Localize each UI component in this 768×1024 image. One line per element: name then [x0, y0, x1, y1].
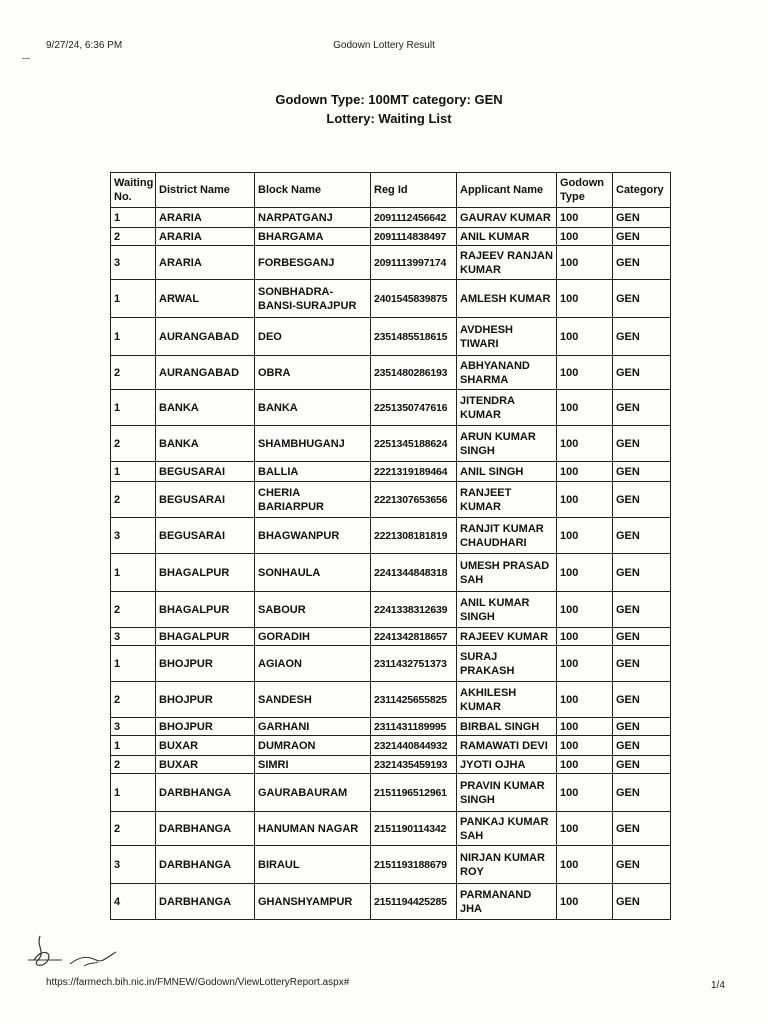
cell-reg-id: 2091113997174 — [371, 246, 457, 280]
cell-block: HANUMAN NAGAR — [255, 812, 371, 846]
cell-reg-id: 2151196512961 — [371, 774, 457, 812]
cell-block: BANKA — [255, 390, 371, 426]
table-row — [111, 736, 671, 756]
cell-block: NARPATGANJ — [255, 208, 371, 228]
cell-district: BHOJPUR — [156, 718, 255, 736]
cell-block: AGIAON — [255, 646, 371, 682]
cell-applicant-name: AVDHESH TIWARI — [457, 318, 557, 356]
cell-godown-type: 100 — [557, 756, 613, 774]
cell-reg-id: 2401545839875 — [371, 280, 457, 318]
cell-applicant-name: UMESH PRASAD SAH — [457, 554, 557, 592]
table-row — [111, 592, 671, 628]
cell-district: BHAGALPUR — [156, 554, 255, 592]
cell-applicant-name: ABHYANAND SHARMA — [457, 356, 557, 390]
cell-district: BUXAR — [156, 736, 255, 756]
cell-reg-id: 2311425655825 — [371, 682, 457, 718]
cell-district: BANKA — [156, 426, 255, 462]
footer-url: https://farmech.bih.nic.in/FMNEW/Godown/ViewLotteryReport.aspx# — [46, 977, 350, 988]
cell-applicant-name: BIRBAL SINGH — [457, 718, 557, 736]
cell-block: GORADIH — [255, 628, 371, 646]
cell-category: GEN — [613, 682, 671, 718]
table-row — [111, 774, 671, 812]
cell-waiting-no: 1 — [111, 462, 156, 482]
cell-godown-type: 100 — [557, 318, 613, 356]
cell-category: GEN — [613, 426, 671, 462]
col-header-block: Block Name — [255, 173, 371, 208]
table-row — [111, 426, 671, 462]
cell-reg-id: 2311432751373 — [371, 646, 457, 682]
cell-godown-type: 100 — [557, 554, 613, 592]
cell-block: FORBESGANJ — [255, 246, 371, 280]
cell-district: ARWAL — [156, 280, 255, 318]
table-row — [111, 482, 671, 518]
cell-waiting-no: 2 — [111, 356, 156, 390]
cell-waiting-no: 2 — [111, 592, 156, 628]
cell-block: BHARGAMA — [255, 228, 371, 246]
table-row — [111, 208, 671, 228]
table-row — [111, 246, 671, 280]
cell-applicant-name: SURAJ PRAKASH — [457, 646, 557, 682]
table-row — [111, 390, 671, 426]
cell-block: SONBHADRA-BANSI-SURAJPUR — [255, 280, 371, 318]
cell-category: GEN — [613, 228, 671, 246]
cell-godown-type: 100 — [557, 592, 613, 628]
cell-waiting-no: 4 — [111, 884, 156, 920]
report-heading-line2: Lottery: Waiting List — [326, 111, 452, 126]
cell-godown-type: 100 — [557, 390, 613, 426]
cell-district: ARARIA — [156, 246, 255, 280]
report-heading-line1: Godown Type: 100MT category: GEN — [275, 92, 503, 107]
print-datetime: 9/27/24, 6:36 PM — [46, 40, 123, 51]
cell-category: GEN — [613, 646, 671, 682]
cell-block: BHAGWANPUR — [255, 518, 371, 554]
cell-applicant-name: NIRJAN KUMAR ROY — [457, 846, 557, 884]
cell-district: BHAGALPUR — [156, 592, 255, 628]
cell-reg-id: 2151194425285 — [371, 884, 457, 920]
cell-category: GEN — [613, 554, 671, 592]
cell-district: DARBHANGA — [156, 774, 255, 812]
cell-category: GEN — [613, 736, 671, 756]
cell-block: SHAMBHUGANJ — [255, 426, 371, 462]
cell-waiting-no: 2 — [111, 756, 156, 774]
col-header-godown-type: Godown Type — [557, 173, 613, 208]
cell-godown-type: 100 — [557, 682, 613, 718]
cell-waiting-no: 1 — [111, 774, 156, 812]
col-header-reg-id: Reg Id — [371, 173, 457, 208]
cell-applicant-name: RANJEET KUMAR — [457, 482, 557, 518]
cell-waiting-no: 2 — [111, 426, 156, 462]
cell-district: BEGUSARAI — [156, 462, 255, 482]
table-row — [111, 812, 671, 846]
cell-applicant-name: RANJIT KUMAR CHAUDHARI — [457, 518, 557, 554]
cell-category: GEN — [613, 390, 671, 426]
cell-applicant-name: RAJEEV RANJAN KUMAR — [457, 246, 557, 280]
cell-reg-id: 2241342818657 — [371, 628, 457, 646]
table-row — [111, 462, 671, 482]
cell-block: GAURABAURAM — [255, 774, 371, 812]
cell-reg-id: 2251345188624 — [371, 426, 457, 462]
cell-godown-type: 100 — [557, 812, 613, 846]
cell-godown-type: 100 — [557, 208, 613, 228]
cell-godown-type: 100 — [557, 718, 613, 736]
cell-waiting-no: 1 — [111, 318, 156, 356]
print-page-title: Godown Lottery Result — [333, 40, 435, 51]
cell-godown-type: 100 — [557, 884, 613, 920]
cell-reg-id: 2351480286193 — [371, 356, 457, 390]
cell-district: BHAGALPUR — [156, 628, 255, 646]
cell-block: OBRA — [255, 356, 371, 390]
cell-reg-id: 2091114838497 — [371, 228, 457, 246]
cell-waiting-no: 1 — [111, 646, 156, 682]
cell-applicant-name: ANIL SINGH — [457, 462, 557, 482]
cell-block: SANDESH — [255, 682, 371, 718]
cell-applicant-name: ARUN KUMAR SINGH — [457, 426, 557, 462]
cell-category: GEN — [613, 462, 671, 482]
table-row — [111, 682, 671, 718]
cell-applicant-name: ANIL KUMAR — [457, 228, 557, 246]
cell-category: GEN — [613, 718, 671, 736]
cell-district: AURANGABAD — [156, 318, 255, 356]
cell-reg-id: 2221307653656 — [371, 482, 457, 518]
cell-waiting-no: 3 — [111, 246, 156, 280]
cell-godown-type: 100 — [557, 774, 613, 812]
cell-block: BALLIA — [255, 462, 371, 482]
cell-district: BANKA — [156, 390, 255, 426]
cell-applicant-name: JYOTI OJHA — [457, 756, 557, 774]
cell-district: DARBHANGA — [156, 812, 255, 846]
cell-block: DUMRAON — [255, 736, 371, 756]
waiting-list-table — [110, 172, 671, 920]
cell-reg-id: 2321435459193 — [371, 756, 457, 774]
cell-godown-type: 100 — [557, 228, 613, 246]
cell-reg-id: 2221319189464 — [371, 462, 457, 482]
handwritten-signature — [26, 930, 136, 976]
cell-category: GEN — [613, 518, 671, 554]
cell-godown-type: 100 — [557, 518, 613, 554]
cell-reg-id: 2251350747616 — [371, 390, 457, 426]
cell-godown-type: 100 — [557, 736, 613, 756]
table-header-row — [111, 173, 671, 208]
cell-waiting-no: 3 — [111, 518, 156, 554]
cell-waiting-no: 2 — [111, 812, 156, 846]
cell-category: GEN — [613, 482, 671, 518]
cell-reg-id: 2311431189995 — [371, 718, 457, 736]
cell-district: BEGUSARAI — [156, 482, 255, 518]
cell-godown-type: 100 — [557, 462, 613, 482]
cell-district: AURANGABAD — [156, 356, 255, 390]
cell-godown-type: 100 — [557, 846, 613, 884]
col-header-waiting-no: Waiting No. — [111, 173, 156, 208]
table-row — [111, 884, 671, 920]
cell-block: BIRAUL — [255, 846, 371, 884]
cell-reg-id: 2221308181819 — [371, 518, 457, 554]
scan-mark — [22, 58, 30, 59]
report-heading — [0, 90, 768, 128]
table-row — [111, 628, 671, 646]
cell-applicant-name: PRAVIN KUMAR SINGH — [457, 774, 557, 812]
cell-waiting-no: 1 — [111, 554, 156, 592]
col-header-district: District Name — [156, 173, 255, 208]
table-row — [111, 646, 671, 682]
cell-category: GEN — [613, 756, 671, 774]
cell-reg-id: 2151193188679 — [371, 846, 457, 884]
cell-district: ARARIA — [156, 228, 255, 246]
cell-applicant-name: GAURAV KUMAR — [457, 208, 557, 228]
cell-godown-type: 100 — [557, 628, 613, 646]
cell-district: BUXAR — [156, 756, 255, 774]
cell-applicant-name: AKHILESH KUMAR — [457, 682, 557, 718]
cell-applicant-name: ANIL KUMAR SINGH — [457, 592, 557, 628]
page-number: 1/4 — [711, 980, 725, 991]
table-row — [111, 756, 671, 774]
cell-waiting-no: 3 — [111, 718, 156, 736]
cell-block: SABOUR — [255, 592, 371, 628]
col-header-category: Category — [613, 173, 671, 208]
cell-applicant-name: PARMANAND JHA — [457, 884, 557, 920]
cell-godown-type: 100 — [557, 246, 613, 280]
cell-category: GEN — [613, 774, 671, 812]
cell-category: GEN — [613, 280, 671, 318]
cell-waiting-no: 1 — [111, 280, 156, 318]
cell-applicant-name: RAMAWATI DEVI — [457, 736, 557, 756]
cell-waiting-no: 1 — [111, 390, 156, 426]
cell-category: GEN — [613, 846, 671, 884]
col-header-applicant: Applicant Name — [457, 173, 557, 208]
cell-district: DARBHANGA — [156, 846, 255, 884]
cell-godown-type: 100 — [557, 646, 613, 682]
cell-district: ARARIA — [156, 208, 255, 228]
cell-waiting-no: 2 — [111, 482, 156, 518]
cell-category: GEN — [613, 592, 671, 628]
cell-applicant-name: AMLESH KUMAR — [457, 280, 557, 318]
cell-applicant-name: PANKAJ KUMAR SAH — [457, 812, 557, 846]
cell-reg-id: 2321440844932 — [371, 736, 457, 756]
cell-godown-type: 100 — [557, 280, 613, 318]
cell-godown-type: 100 — [557, 426, 613, 462]
cell-block: GARHANI — [255, 718, 371, 736]
cell-block: SIMRI — [255, 756, 371, 774]
cell-reg-id: 2241338312639 — [371, 592, 457, 628]
cell-category: GEN — [613, 208, 671, 228]
table-row — [111, 554, 671, 592]
table-row — [111, 846, 671, 884]
cell-category: GEN — [613, 246, 671, 280]
cell-block: GHANSHYAMPUR — [255, 884, 371, 920]
cell-waiting-no: 2 — [111, 228, 156, 246]
table-body — [111, 208, 671, 920]
cell-applicant-name: RAJEEV KUMAR — [457, 628, 557, 646]
cell-reg-id: 2151190114342 — [371, 812, 457, 846]
cell-waiting-no: 1 — [111, 736, 156, 756]
cell-waiting-no: 3 — [111, 846, 156, 884]
cell-block: SONHAULA — [255, 554, 371, 592]
cell-category: GEN — [613, 356, 671, 390]
cell-reg-id: 2091112456642 — [371, 208, 457, 228]
table-row — [111, 228, 671, 246]
cell-waiting-no: 1 — [111, 208, 156, 228]
cell-category: GEN — [613, 628, 671, 646]
cell-category: GEN — [613, 884, 671, 920]
cell-reg-id: 2241344848318 — [371, 554, 457, 592]
cell-district: BHOJPUR — [156, 646, 255, 682]
table-row — [111, 280, 671, 318]
cell-waiting-no: 3 — [111, 628, 156, 646]
table-row — [111, 356, 671, 390]
cell-godown-type: 100 — [557, 482, 613, 518]
cell-waiting-no: 2 — [111, 682, 156, 718]
cell-block: DEO — [255, 318, 371, 356]
cell-district: DARBHANGA — [156, 884, 255, 920]
cell-category: GEN — [613, 318, 671, 356]
cell-godown-type: 100 — [557, 356, 613, 390]
cell-category: GEN — [613, 812, 671, 846]
cell-district: BEGUSARAI — [156, 518, 255, 554]
cell-district: BHOJPUR — [156, 682, 255, 718]
cell-reg-id: 2351485518615 — [371, 318, 457, 356]
cell-block: CHERIA BARIARPUR — [255, 482, 371, 518]
table-row — [111, 518, 671, 554]
cell-applicant-name: JITENDRA KUMAR — [457, 390, 557, 426]
table-row — [111, 318, 671, 356]
table-row — [111, 718, 671, 736]
